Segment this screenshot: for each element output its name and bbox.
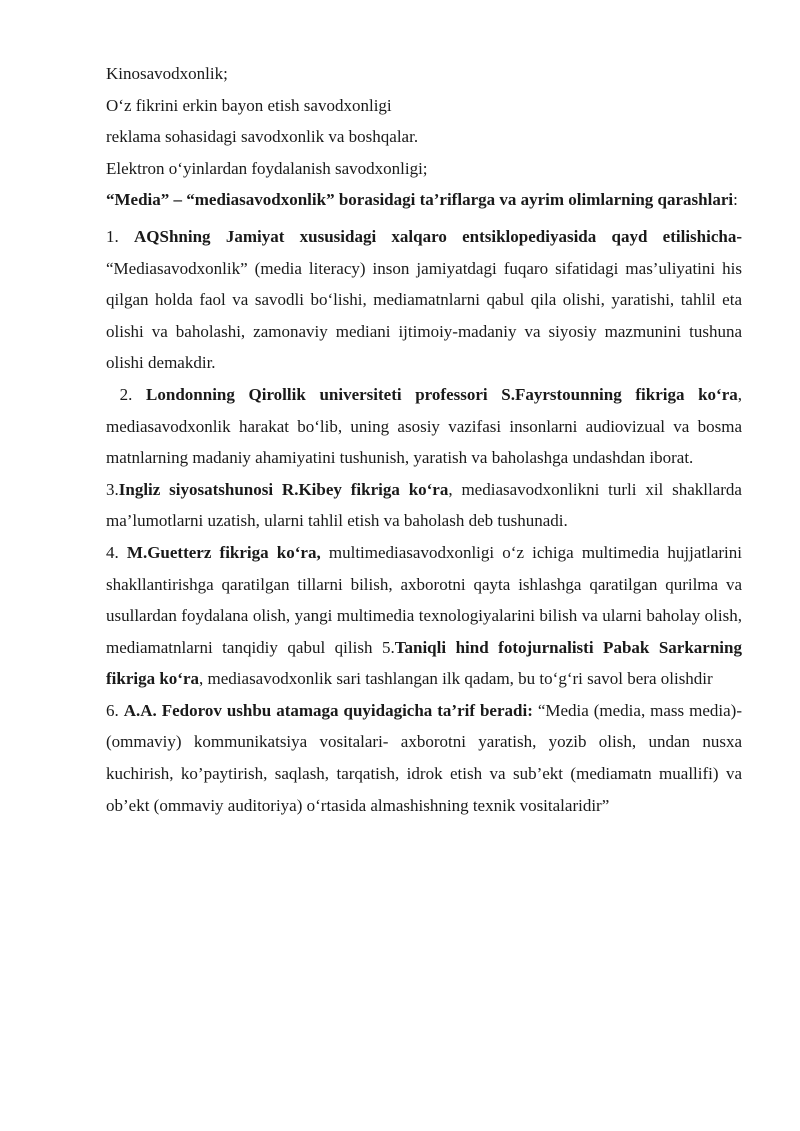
item-text-secondary: , mediasavodxonlik sari tashlangan ilk qadam, bu to‘g‘ri savol bera olishdir bbox=[199, 669, 713, 689]
item-number: 6. bbox=[106, 700, 124, 720]
definition-item-6 bbox=[106, 695, 742, 821]
section-heading-tail: : bbox=[733, 190, 738, 210]
list-line: O‘z fikrini erkin bayon etish savodxonligi bbox=[106, 95, 392, 115]
item-source: Ingliz siyosatshunosi R.Kibey fikriga ko‘ra bbox=[118, 479, 449, 499]
document-page bbox=[106, 58, 742, 821]
list-line: Elektron o‘yinlardan foydalanish savodxonligi; bbox=[106, 158, 428, 178]
item-source: M.Guetterz fikriga ko‘ra, bbox=[126, 542, 321, 562]
definition-item-4 bbox=[106, 537, 742, 695]
definition-item-2 bbox=[106, 379, 742, 474]
item-text: multimediasavodxonligi o‘z ichiga multimedia hujjatlarini shakllantirishga qaratilgan tillarni bilish, axborotni qayta ishlashga qaratilgan qurilma va usullardan foydalana olish, yangi multimedia texnologiyalarini bilish va ularni baholay olish, mediamatnlarni tanqidiy qabul qilish 5. bbox=[106, 542, 743, 657]
item-source: Londonning Qirollik universiteti professori S.Fayrstounning fikriga ko‘ra bbox=[146, 384, 738, 404]
definition-item-1 bbox=[106, 221, 742, 379]
item-text: , mediasavodxonlikni turli xil shakllarda ma’lumotlarni uzatish, ularni tahlil etish va baholash deb tushunadi. bbox=[106, 479, 742, 531]
list-line: reklama sohasidagi savodxonlik va boshqalar. bbox=[106, 127, 419, 147]
list-line: Kinosavodxonlik; bbox=[106, 64, 228, 83]
item-source: A.A. Fedorov ushbu atamaga quyidagicha ta’rif beradi: bbox=[123, 700, 533, 720]
item-text: , mediasavodxonlik harakat bo‘lib, uning asosiy vazifasi insonlarni audiovizual va bosma matnlarning madaniy ahamiyatini tushunish, yaratish va baholashga undashdan iborat. bbox=[106, 384, 743, 468]
item-number: 4. bbox=[106, 542, 127, 562]
item-source-secondary: Taniqli hind fotojurnalisti Pabak Sarkarning fikriga ko‘ra bbox=[106, 637, 742, 689]
section-heading bbox=[106, 184, 742, 216]
item-text: “Mediasavodxonlik” (media literacy) inson jamiyatdagi fuqaro sifatidagi mas’uliyatini his qilgan holda faol va savodli bo‘lishi, mediamatnlarni qabul qila olishi, yaratishi, tahlil eta olishi va baholashi, zamonaviy mediani ijtimoiy-madaniy va siyosiy mazmunini tushuna olishi demakdir. bbox=[106, 258, 742, 373]
item-number: 3. bbox=[106, 479, 119, 499]
definition-item-3 bbox=[106, 474, 742, 537]
section-heading-bold: “Media” – “mediasavodxonlik” borasidagi ta’riflarga va ayrim olimlarning qarashlari bbox=[106, 190, 734, 210]
item-number: 1. bbox=[106, 226, 135, 246]
item-source: AQShning Jamiyat xususidagi xalqaro entsiklopediyasida qayd etilishicha- bbox=[134, 226, 743, 246]
item-number: 2. bbox=[106, 384, 147, 404]
item-text: “Media (media, mass media)- (ommaviy) kommunikatsiya vositalari- axborotni yaratish, yozib olish, undan nusxa kuchirish, ko’paytirish, saqlash, tarqatish, idrok etish va sub’ekt (mediamatn muallifi) va ob’ekt (ommaviy auditoriya) o‘rtasida almashishning texnik vositalaridir” bbox=[106, 700, 742, 815]
